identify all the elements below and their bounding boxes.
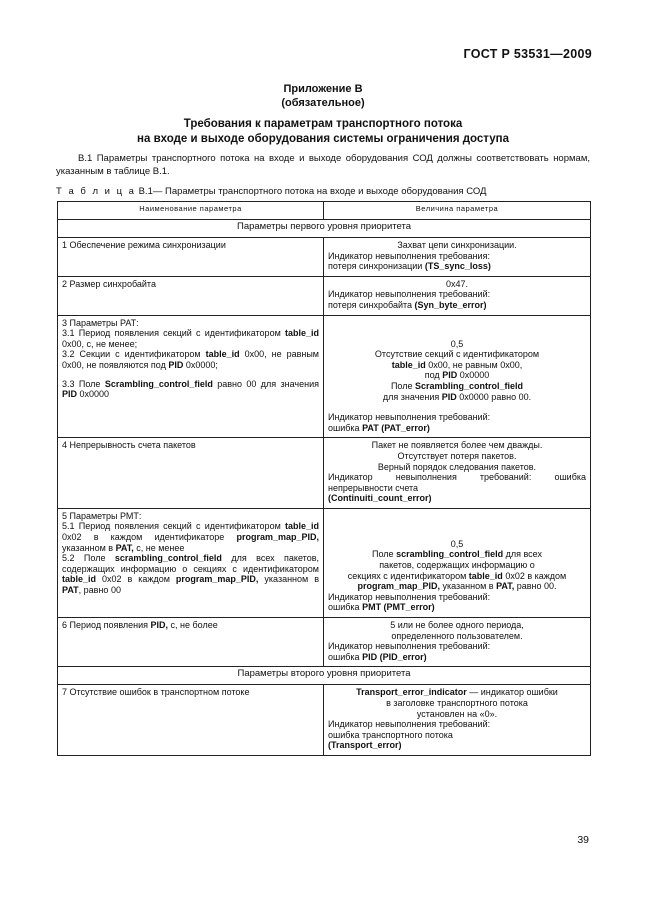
table-row <box>58 276 591 315</box>
value-term: table_id <box>391 359 426 370</box>
spacer <box>62 371 319 379</box>
value-line: Захват цепи синхронизации. <box>397 240 517 250</box>
value-text: для значения <box>382 391 442 402</box>
value-line: Индикатор невыполнения требований: <box>328 719 491 730</box>
error-code: PMT (PMT_error) <box>362 602 435 613</box>
table-row <box>58 618 591 667</box>
value-line: 0,5 <box>450 538 464 549</box>
param-name-cell <box>58 238 324 277</box>
spacer <box>328 402 586 412</box>
appendix-heading <box>0 82 646 110</box>
parameters-table <box>57 201 591 756</box>
param-line <box>62 521 319 553</box>
param-name-cell <box>58 315 324 438</box>
value-line: в заголовке транспортного потока <box>386 698 528 708</box>
param-text: 0x02 в каждом идентификаторе <box>62 532 237 543</box>
param-text: для всех пакетов, содержащих информацию о секциях с идентификатором <box>62 553 319 574</box>
value-line: 0,5 <box>450 338 464 349</box>
value-line <box>328 370 586 381</box>
param-term: table_id <box>284 521 319 532</box>
param-text: указанном в <box>258 574 319 585</box>
value-text: ошибка <box>328 422 363 433</box>
param-name: 4 Непрерывность счета пакетов <box>62 440 196 451</box>
param-name: 1 Обеспечение режима синхронизации <box>62 240 226 250</box>
value-line <box>328 687 586 698</box>
value-line <box>328 261 586 272</box>
param-line <box>62 379 319 400</box>
value-text: 0x00, не равным 0x00, <box>425 359 523 370</box>
value-text: равно 00. <box>514 581 557 592</box>
param-value-cell <box>324 685 591 756</box>
param-name-cell <box>58 438 324 509</box>
param-term: PID, <box>150 620 169 631</box>
value-line: 0x47. <box>445 278 469 289</box>
page-number: 39 <box>577 834 589 846</box>
section-first-priority: Параметры первого уровня приоритета <box>58 220 591 238</box>
param-text: 3.3 Поле <box>62 378 105 389</box>
value-text: потеря синхробайта <box>328 299 415 310</box>
table-row <box>58 438 591 509</box>
value-line <box>328 300 586 311</box>
appendix-title: Приложение В <box>283 83 363 95</box>
standard-number: ГОСТ Р 53531—2009 <box>463 47 592 61</box>
value-text: указанном в <box>439 581 497 592</box>
spacer <box>328 511 586 539</box>
param-text: 0x00, с, не менее; <box>62 338 138 349</box>
value-line <box>328 581 586 592</box>
table-caption-label: Т а б л и ц а <box>56 186 136 197</box>
param-line <box>62 328 319 349</box>
section-second-priority: Параметры второго уровня приоритета <box>58 667 591 685</box>
param-text: 5.2 Поле <box>62 553 115 564</box>
value-line <box>328 602 586 613</box>
value-line <box>328 381 586 392</box>
value-line <box>328 740 586 751</box>
param-text: 0x0000; <box>183 359 218 370</box>
requirements-title <box>0 117 646 147</box>
value-line: Пакет не появляется более чем дважды. <box>371 440 543 451</box>
table-header-row <box>58 202 591 220</box>
param-text: 0x02 в каждом <box>96 574 176 585</box>
value-line <box>328 652 586 663</box>
param-name-cell <box>58 618 324 667</box>
value-line: Индикатор невыполнения требований: ошибка непрерывности счета <box>328 472 586 493</box>
column-header-name: Наименование параметра <box>58 202 324 220</box>
value-line <box>328 549 586 560</box>
param-name: 5 Параметры РМТ: <box>62 510 142 521</box>
value-term: table_id <box>468 570 503 581</box>
value-text: потеря синхронизации <box>328 261 425 272</box>
value-term: PID <box>441 391 457 402</box>
param-term: PAT <box>62 585 79 596</box>
param-name: 7 Отсутствие ошибок в транспортном потоке <box>62 687 250 698</box>
table-row <box>58 315 591 438</box>
param-term: program_map_PID, <box>175 574 259 585</box>
value-term: scrambling_control_field <box>396 549 504 560</box>
param-name: 3 Параметры РАТ: <box>62 317 139 328</box>
param-name: 2 Размер синхробайта <box>62 278 156 289</box>
param-text: 3.2 Секции с идентификатором <box>62 349 206 360</box>
value-line <box>328 392 586 403</box>
value-term: Scrambling_control_field <box>415 380 524 391</box>
error-code: (Syn_byte_error) <box>414 299 487 310</box>
param-term: table_id <box>284 328 319 339</box>
value-term: Transport_error_indicator <box>356 687 467 698</box>
param-text: с, не более <box>168 620 218 631</box>
appendix-status: (обязательное) <box>281 97 365 109</box>
value-text: секциях с идентификатором <box>347 570 469 581</box>
value-line <box>328 493 586 504</box>
error-code: PID (PID_error) <box>362 651 427 662</box>
param-term: PID <box>62 389 78 400</box>
value-line: ошибка транспортного потока <box>328 729 453 740</box>
value-line: Индикатор невыполнения требований: <box>328 591 491 602</box>
param-value-cell <box>324 238 591 277</box>
value-text: под <box>424 370 443 381</box>
value-text: для всех <box>503 549 542 560</box>
value-line: Отсутствие секций с идентификатором <box>374 349 540 360</box>
value-line: Индикатор невыполнения требований: <box>328 412 491 423</box>
param-text: 0x00, не равным 0x00, не появляются под <box>62 349 319 370</box>
param-text: 0x0000 <box>77 389 110 400</box>
value-line <box>328 423 586 434</box>
value-text: 0x0000 <box>457 370 490 381</box>
param-term: table_id <box>205 349 240 360</box>
param-name-cell <box>58 685 324 756</box>
param-text: с, не менее <box>133 542 185 553</box>
param-term: PAT, <box>115 542 134 553</box>
param-term: scrambling_control_field <box>114 553 222 564</box>
param-text: 5.1 Период появления секций с идентификатором <box>62 521 285 532</box>
requirements-title-line1: Требования к параметрам транспортного потока <box>183 118 463 130</box>
requirements-title-line2: на входе и выходе оборудования системы ограничения доступа <box>137 133 509 145</box>
intro-paragraph: В.1 Параметры транспортного потока на входе и выходе оборудования СОД должны соответствовать нормам, указанным в таблице В.1. <box>56 153 590 177</box>
value-line: Индикатор невыполнения требования: <box>328 250 490 261</box>
value-line: установлен на «0». <box>416 708 498 719</box>
value-text: ошибка <box>328 651 363 662</box>
param-term: PID <box>168 359 184 370</box>
table-row <box>58 685 591 756</box>
column-header-value: Величина параметра <box>324 202 591 220</box>
value-line: Верный порядок следования пакетов. <box>377 461 537 472</box>
param-term: program_map_PID, <box>236 532 319 543</box>
param-value-cell <box>324 315 591 438</box>
value-line: 5 или не более одного периода, <box>390 620 524 631</box>
table-caption <box>56 186 486 198</box>
value-term: PID <box>442 370 458 381</box>
value-text: 0x0000 равно 00. <box>456 391 532 402</box>
param-name-cell <box>58 508 324 617</box>
value-text: ошибка <box>328 602 363 613</box>
value-text: 0x02 в каждом <box>502 570 567 581</box>
param-line <box>62 553 319 595</box>
table-row <box>58 238 591 277</box>
value-line: Индикатор невыполнения требований: <box>328 289 491 300</box>
param-term: table_id <box>62 574 97 585</box>
param-text: равно 00 для значения <box>212 378 319 389</box>
param-line <box>62 349 319 370</box>
value-term: PAT, <box>496 581 515 592</box>
param-text: указанном в <box>62 542 116 553</box>
param-text: 6 Период появления <box>62 620 151 631</box>
value-text: — индикатор ошибки <box>466 687 558 698</box>
error-code: (Transport_error) <box>328 740 402 751</box>
table-row <box>58 508 591 617</box>
value-term: program_map_PID, <box>357 581 440 592</box>
param-term: Scrambling_control_field <box>104 378 213 389</box>
param-value-cell <box>324 276 591 315</box>
param-value-cell <box>324 438 591 509</box>
param-text: 3.1 Период появления секций с идентификатором <box>62 328 285 339</box>
value-line: определенного пользователем. <box>391 630 523 641</box>
value-line <box>328 360 586 371</box>
error-code: (Continuiti_count_error) <box>328 493 432 504</box>
value-line <box>328 571 586 582</box>
section-row <box>58 220 591 238</box>
section-row <box>58 667 591 685</box>
value-text: Поле <box>372 549 397 560</box>
value-line: пакетов, содержащих информацию о <box>379 560 535 571</box>
param-name-cell <box>58 276 324 315</box>
error-code: (TS_sync_loss) <box>424 261 491 272</box>
error-code: PAT (PAT_error) <box>362 422 430 433</box>
value-line: Отсутствует потеря пакетов. <box>397 450 517 461</box>
value-text: Поле <box>390 380 415 391</box>
param-value-cell <box>324 618 591 667</box>
param-text: , равно 00 <box>78 585 121 596</box>
spacer <box>328 318 586 339</box>
param-value-cell <box>324 508 591 617</box>
table-caption-text: В.1— Параметры транспортного потока на входе и выходе оборудования СОД <box>135 186 487 197</box>
value-line: Индикатор невыполнения требований: <box>328 641 491 652</box>
